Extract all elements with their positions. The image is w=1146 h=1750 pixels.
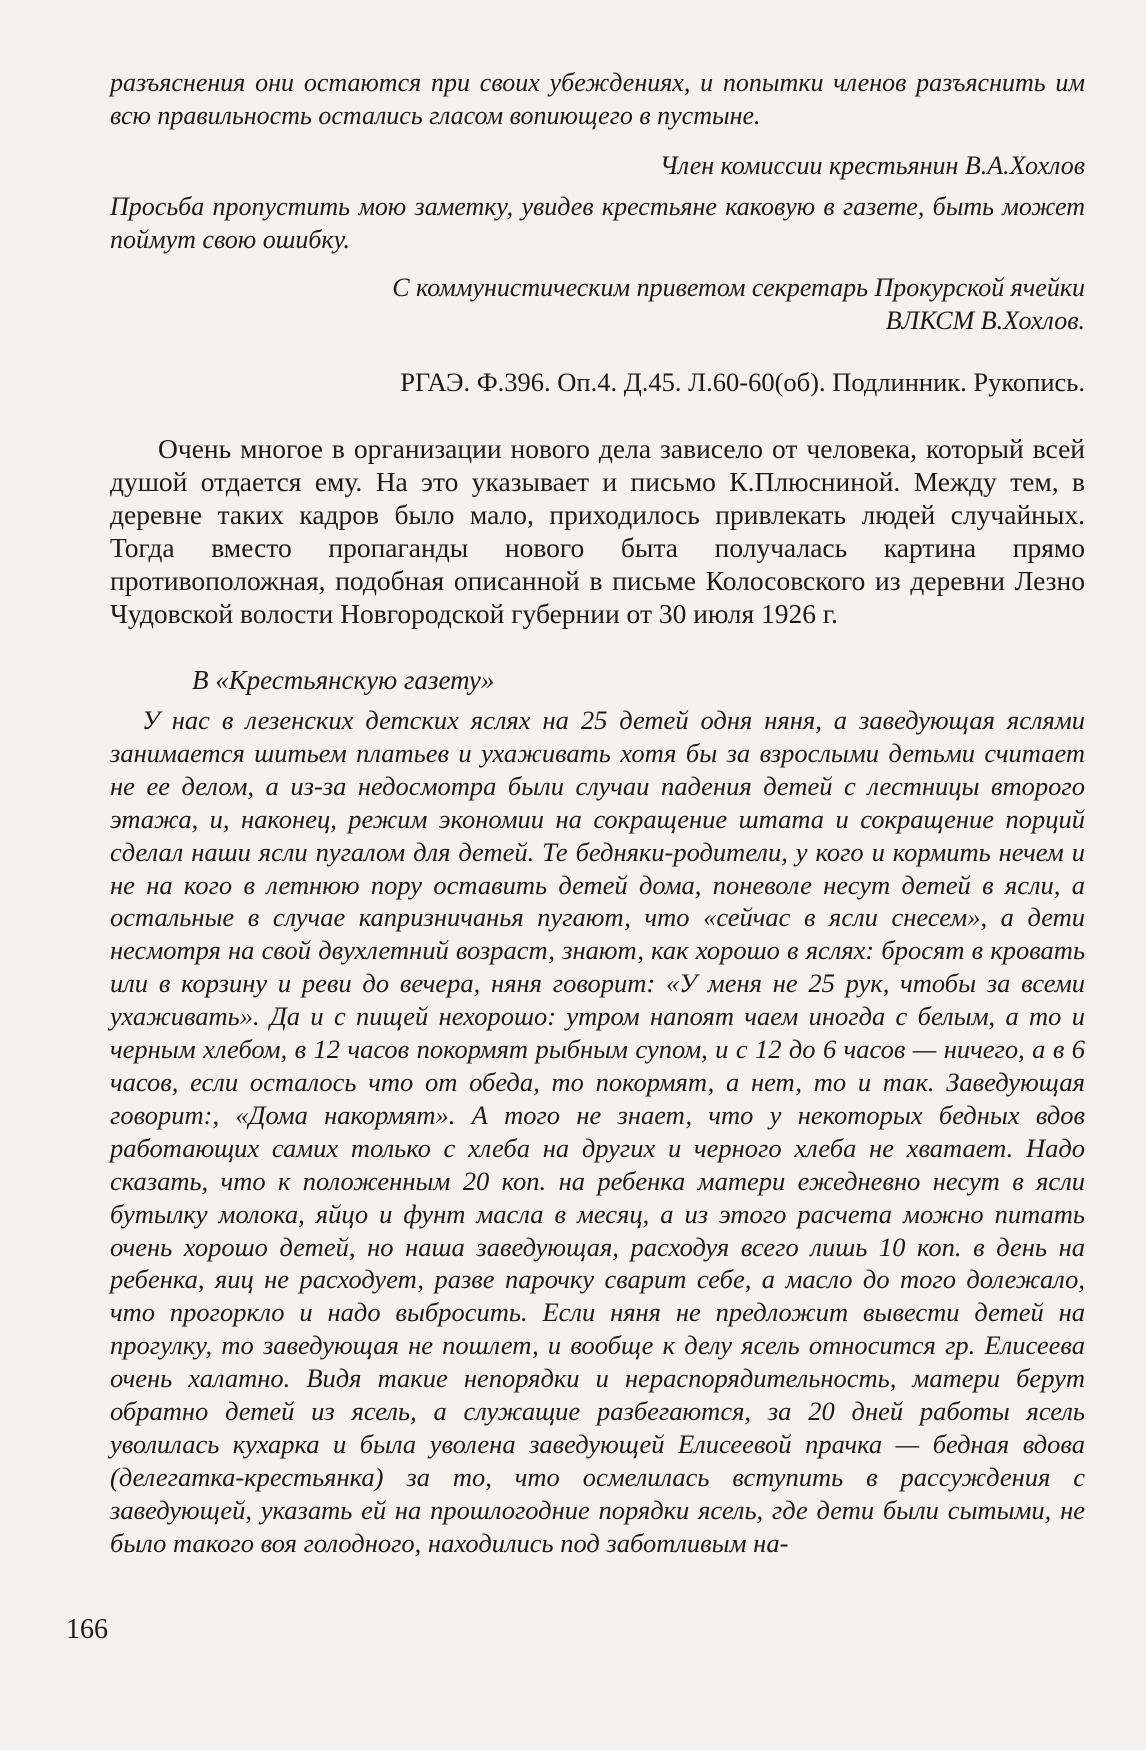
greeting-line-1: С коммунистическим приветом секретарь Прокурской ячейки — [392, 273, 1085, 302]
greeting-line-2: ВЛКСМ В.Хохлов. — [885, 306, 1085, 335]
archive-source-reference: РГАЭ. Ф.396. Оп.4. Д.45. Л.60-60(об). Подлинник. Рукопись. — [400, 367, 1085, 397]
signature-member: Член комиссии крестьянин В.А.Хохлов — [659, 151, 1085, 180]
request-paragraph: Просьба пропустить мою заметку, увидев крестьяне каковую в газете, быть может поймут свою ошибку. — [110, 192, 1085, 254]
letter-heading: В «Крестьянскую газету» — [192, 665, 495, 695]
intro-paragraph: разъяснения они остаются при своих убеждениях, и попытки членов разъяснить им всю правильность остались гласом вопиющего в пустыне. — [110, 68, 1085, 130]
letter-body: У нас в лезенских детских яслях на 25 детей одня няня, а заведующая яслями занимается шитьем платьев и ухаживать хотя бы за взрослыми детьми считает не ее делом, а из-за недосмотра были случаи падения детей с лестницы второго этажа, и, наконец, режим экономии на сокращение штата и сокращение порций сделал наши ясли пугалом для детей. Те бедняки-родители, у кого и кормить нечем и не на кого в летнюю пору оставить детей дома, поневоле несут детей в ясли, а остальные в случае капризничанья пугают, что «сейчас в ясли снесем», а дети несмотря на свой двухлетний возраст, знают, как хорошо в яслях: бросят в кровать или в корзину и реви до вечера, няня говорит: «У меня не 25 рук, чтобы за всеми ухаживать». Да и с пищей нехорошо: утром напоят чаем иногда с белым, а то и черным хлебом, в 12 часов покормят рыбным супом, и с 12 до 6 часов — ничего, а в 6 часов, если осталось что от обеда, то покормят, а нет, то и так. Заведующая говорит:, «Дома накормят». А того не знает, что у некоторых бедных вдов работающих самих только с хлеба на других и черного хлеба не хватает. Надо сказать, что к положенным 20 коп. на ребенка матери ежедневно несут в ясли бутылку молока, яйцо и фунт масла в месяц, а из этого расчета можно питать очень хорошо детей, но наша заведующая, расходуя всего лишь 10 коп. в день на ребенка, яиц не расходует, разве парочку сварит себе, а масло до того долежало, что прогоркло и надо выбросить. Если няня не предложит вывести детей на прогулку, то заведующая не пошлет, и вообще к делу ясель относится гр. Елисеева очень халатно. Видя такие непорядки и нераспорядительность, матери берут обратно детей из ясель, а служащие разбегаются, за 20 дней работы ясель уволилась кухарка и была уволена заведующей Елисеевой прачка — бедная вдова (делегатка-крестьянка) за то, что осмелилась вступить в рассуждения с заведующей, указать ей на прошлогодние порядки ясель, где дети были сытыми, не было такого воя голодного, находились под заботливым на- — [110, 705, 1085, 1558]
commentary-paragraph: Очень многое в организации нового дела зависело от человека, который всей душой отдается ему. На это указывает и письмо К.Плюсниной. Между тем, в деревне таких кадров было мало, приходилось привлекать людей случайных. Тогда вместо пропаганды нового быта получалась картина прямо противоположная, подобная описанной в письме Колосовского из деревни Лезно Чудовской волости Новгородской губернии от 30 июля 1926 г. — [110, 433, 1085, 629]
page-number: 166 — [66, 1614, 108, 1645]
